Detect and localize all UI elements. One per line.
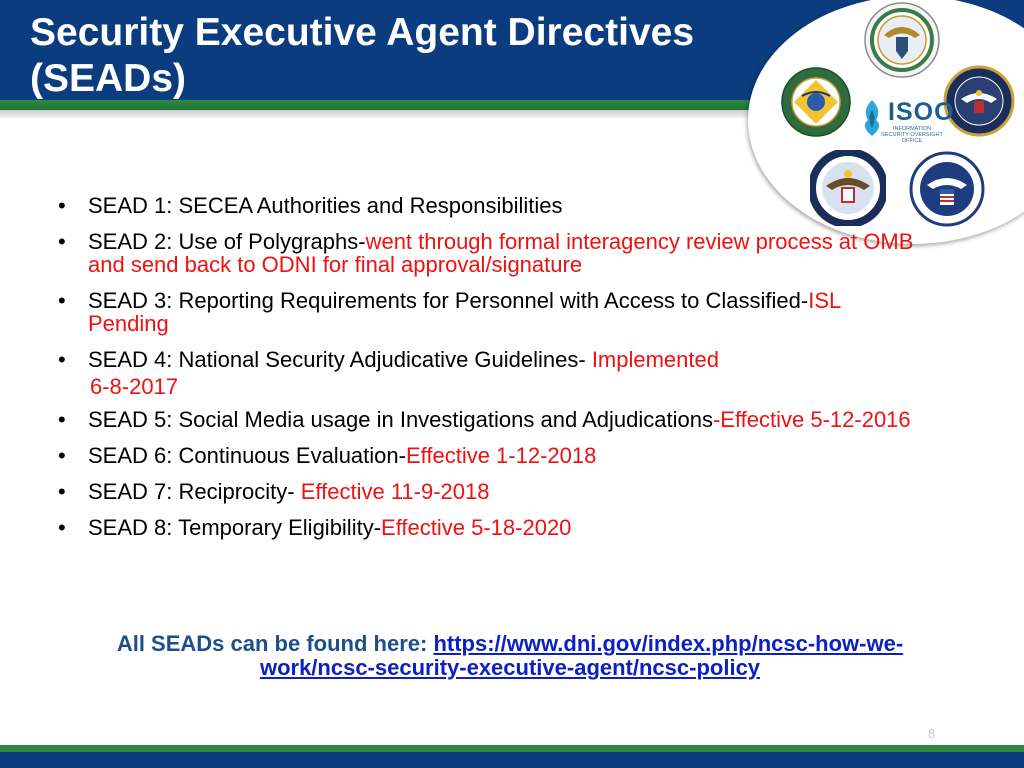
list-item bbox=[58, 444, 918, 467]
list-item bbox=[58, 230, 918, 276]
sead-status: Implemented bbox=[591, 347, 719, 372]
list-item bbox=[58, 516, 918, 539]
sead-text: SEAD 6: Continuous Evaluation- bbox=[88, 443, 406, 468]
list-item bbox=[58, 348, 918, 371]
sead-status: Effective 1-12-2018 bbox=[405, 443, 597, 468]
sead-text: SEAD 5: Social Media usage in Investigations and Adjudications bbox=[88, 407, 713, 432]
sead-status: -Effective 5-12-2016 bbox=[712, 407, 911, 432]
doe-seal-icon bbox=[780, 66, 852, 138]
bullet-glyph: • bbox=[58, 443, 66, 468]
title-line-1: Security Executive Agent Directives bbox=[30, 11, 695, 54]
list-item bbox=[58, 480, 918, 503]
footer-blue-band bbox=[0, 752, 1024, 768]
ncsc-policy-link[interactable]: https://www.dni.gov/index.php/ncsc-how-we-work/ncsc-security-executive-agent/ncsc-policy bbox=[259, 631, 904, 680]
title-line-2: (SEADs) bbox=[30, 57, 187, 100]
footer-green-stripe bbox=[0, 745, 1024, 752]
isoo-logo bbox=[858, 98, 955, 144]
sead-bullet-list bbox=[58, 194, 918, 552]
bullet-glyph: • bbox=[58, 515, 66, 540]
sead-status: 6-8-2017 bbox=[90, 374, 179, 399]
sead-status: ISL Pending bbox=[88, 288, 841, 336]
list-item bbox=[58, 289, 918, 335]
bullet-glyph: • bbox=[58, 347, 66, 372]
source-note-lead: All SEADs can be found here: bbox=[116, 631, 434, 656]
sead-status: Effective 5-18-2020 bbox=[381, 515, 572, 540]
bullet-glyph: • bbox=[58, 288, 66, 313]
ncsc-seal-icon bbox=[863, 1, 941, 79]
bullet-glyph: • bbox=[58, 479, 66, 504]
bullet-glyph: • bbox=[58, 407, 66, 432]
bullet-glyph: • bbox=[58, 193, 66, 218]
slide-title bbox=[30, 10, 790, 102]
sead-status: went through formal interagency review process at OMB and send back to ODNI for final approval/signature bbox=[88, 229, 914, 277]
sead-source-note bbox=[70, 632, 950, 680]
page-number: 8 bbox=[928, 726, 936, 741]
bullet-glyph: • bbox=[58, 229, 66, 254]
sead-text: SEAD 3: Reporting Requirements for Personnel with Access to Classified- bbox=[88, 288, 809, 313]
isoo-subtitle: INFORMATION SECURITY OVERSIGHT OFFICE bbox=[881, 126, 943, 144]
list-item bbox=[58, 408, 918, 431]
sead-text: SEAD 4: National Security Adjudicative Guidelines- bbox=[88, 347, 592, 372]
sead-status: Effective 11-9-2018 bbox=[300, 479, 490, 504]
isoo-name: ISOO bbox=[888, 98, 955, 126]
sead-text: SEAD 1: SECEA Authorities and Responsibilities bbox=[88, 193, 563, 218]
dhs-seal-icon bbox=[909, 151, 985, 227]
sead-text: SEAD 8: Temporary Eligibility- bbox=[88, 515, 382, 540]
list-item-continuation bbox=[58, 375, 918, 398]
sead-text: SEAD 7: Reciprocity- bbox=[88, 479, 301, 504]
sead-text: SEAD 2: Use of Polygraphs- bbox=[88, 229, 366, 254]
list-item bbox=[58, 194, 918, 217]
